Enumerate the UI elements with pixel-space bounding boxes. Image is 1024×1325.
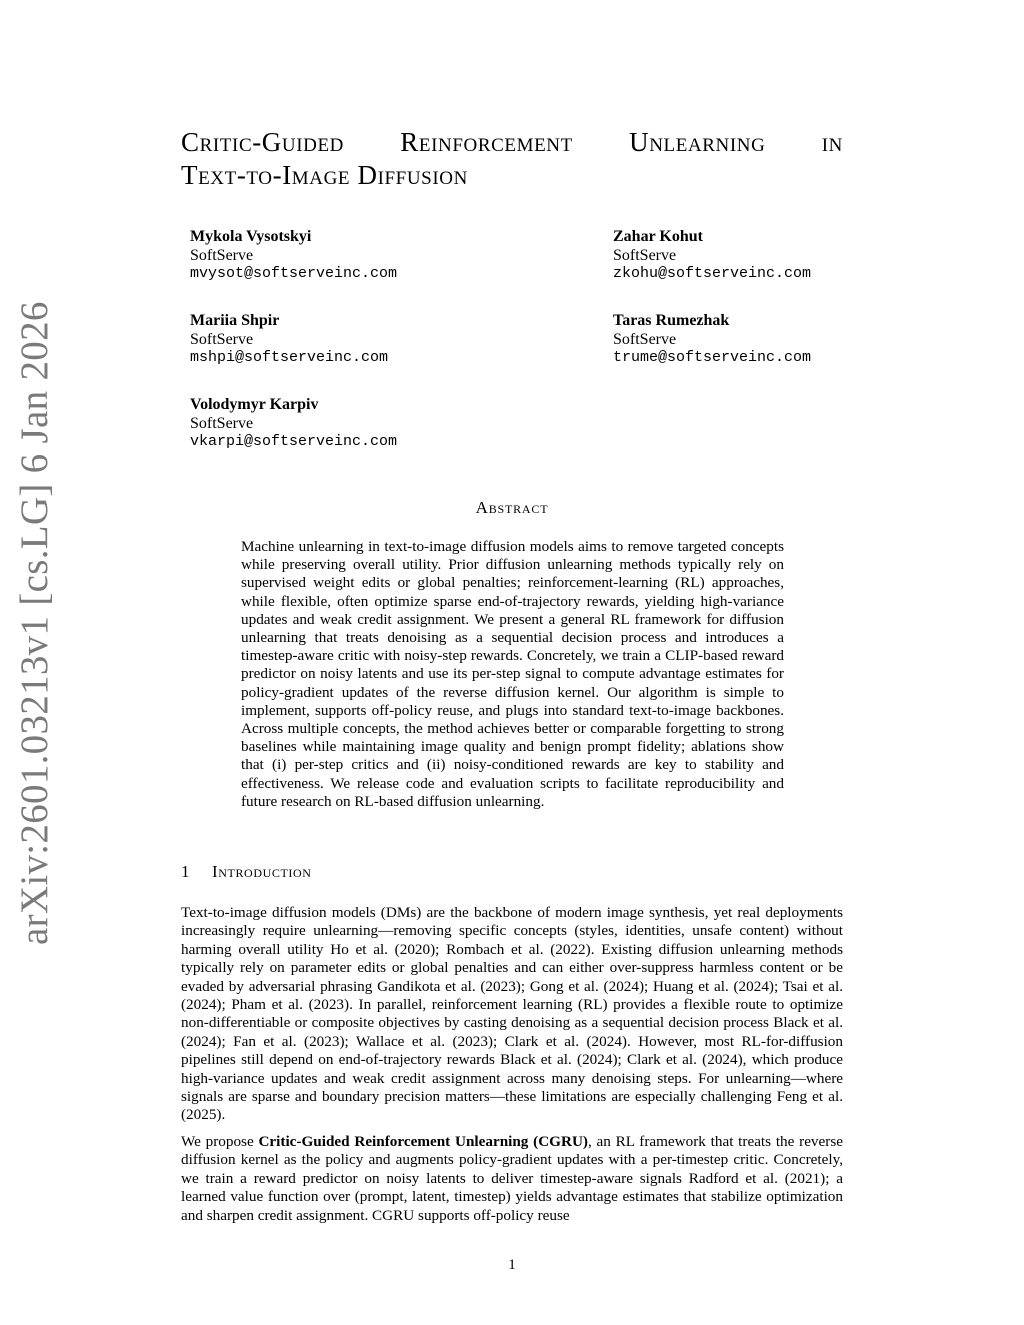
author-name: Zahar Kohut	[613, 228, 703, 245]
abstract-heading: Abstract	[475, 498, 549, 517]
title-line-1: Critic-Guided Reinforcement Unlearning in	[181, 127, 843, 157]
title-line-2: Text-to-Image Diffusion	[181, 160, 468, 190]
author-block	[613, 312, 811, 368]
section-heading-introduction	[181, 862, 312, 882]
author-block	[190, 312, 388, 368]
author-email[interactable]: mshpi@softserveinc.com	[190, 349, 389, 366]
paragraph-text: We propose	[181, 1133, 259, 1150]
author-name: Mariia Shpir	[190, 312, 280, 329]
author-block	[190, 396, 397, 452]
abstract-text: Machine unlearning in text-to-image diffusion models aims to remove targeted concepts while preserving overall utility. Prior diffusion unlearning methods typically rely on supervised weight edits or global penalties; reinforcement-learning (RL) approaches, while flexible, often optimize sparse end-of-trajectory rewards, yielding high-variance updates and weak credit assignment. We present a general RL framework for diffusion unlearning that treats denoising as a sequential decision process and introduces a timestep-aware critic with noisy-step rewards. Concretely, we train a CLIP-based reward predictor on noisy latents and use its per-step signal to compute advantage estimates for policy-gradient updates of the reverse diffusion kernel. Our algorithm is simple to implement, supports off-policy reuse, and plugs into standard text-to-image backbones. Across multiple concepts, the method achieves better or comparable forgetting to strong baselines while maintaining image quality and benign prompt fidelity; ablations show that (i) per-step critics and (ii) noisy-conditioned rewards are key to stability and effectiveness. We release code and evaluation scripts to facilitate reproducibility and future research on RL-based diffusion unlearning.	[241, 538, 784, 810]
author-block	[613, 228, 811, 284]
author-affiliation: SoftServe	[613, 330, 677, 348]
page-number: 1	[508, 1257, 516, 1273]
author-name: Mykola Vysotskyi	[190, 228, 312, 245]
author-block	[190, 228, 397, 284]
author-affiliation: SoftServe	[190, 246, 254, 264]
section-number: 1	[181, 862, 191, 881]
author-email[interactable]: zkohu@softserveinc.com	[613, 265, 812, 282]
paragraph-text: , an RL framework that treats the reverse diffusion kernel as the policy and augments policy-gradient updates with a per-timestep critic. Concretely, we train a reward predictor on noisy latents to deliver timestep-aware signals Radford et al. (2021); a learned value function over (prompt, latent, timestep) yields advantage estimates that stabilize optimization and sharpen credit assignment. CGRU supports off-policy reuse	[181, 1133, 843, 1224]
paper-title	[181, 126, 843, 192]
author-email[interactable]: trume@softserveinc.com	[613, 349, 812, 366]
author-name: Volodymyr Karpiv	[190, 396, 319, 413]
author-email[interactable]: vkarpi@softserveinc.com	[190, 433, 398, 450]
intro-paragraph-2	[181, 1133, 843, 1225]
intro-paragraph-1: Text-to-image diffusion models (DMs) are the backbone of modern image synthesis, yet real deployments increasingly require unlearning—removing specific concepts (styles, identities, unsafe content) without harming overall utility Ho et al. (2020); Rombach et al. (2022). Existing diffusion unlearning methods typically rely on parameter edits or global penalties and can either over-suppress harmless content or be evaded by adversarial phrasing Gandikota et al. (2023); Gong et al. (2024); Huang et al. (2024); Tsai et al. (2024); Pham et al. (2023). In parallel, reinforcement learning (RL) provides a flexible route to optimize non-differentiable or composite objectives by casting denoising as a sequential decision process Black et al. (2024); Fan et al. (2023); Wallace et al. (2023); Clark et al. (2024). However, most RL-for-diffusion pipelines still depend on end-of-trajectory rewards Black et al. (2024); Clark et al. (2024), which produce high-variance updates and weak credit assignment across many denoising steps. For unlearning—where signals are sparse and boundary precision matters—these limitations are especially challenging Feng et al. (2025).	[181, 904, 843, 1124]
author-affiliation: SoftServe	[190, 414, 254, 432]
method-name-bold: Critic-Guided Reinforcement Unlearning (CGRU)	[258, 1133, 588, 1150]
arxiv-side-stamp: arXiv:2601.03213v1 [cs.LG] 6 Jan 2026	[13, 301, 56, 945]
author-email[interactable]: mvysot@softserveinc.com	[190, 265, 398, 282]
section-title: Introduction	[212, 862, 312, 881]
author-name: Taras Rumezhak	[613, 312, 730, 329]
author-affiliation: SoftServe	[190, 330, 254, 348]
author-affiliation: SoftServe	[613, 246, 677, 264]
